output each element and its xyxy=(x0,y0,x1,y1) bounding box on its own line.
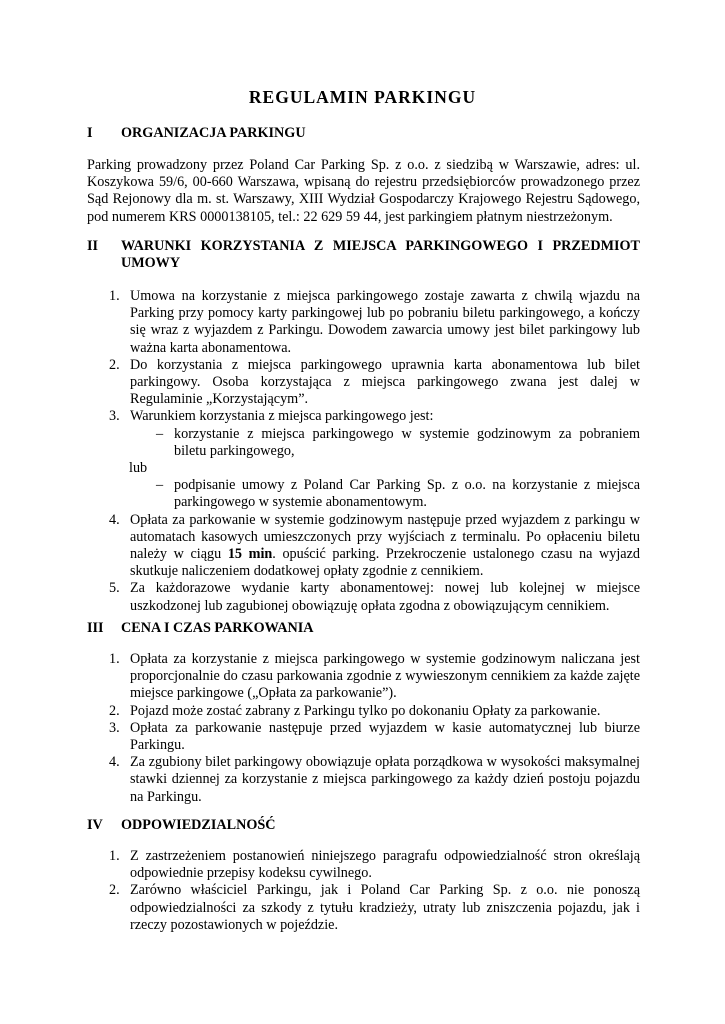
item-text: Zarówno właściciel Parkingu, jak i Poland Car Parking Sp. z o.o. nie ponoszą odpowiedzialności za szkody z tytułu kradzieży, utraty lub zniszczenia pojazdu, jak i rzeczy pozostawionych w pojeździe. xyxy=(130,882,640,933)
item-number: 3. xyxy=(109,719,120,736)
or-word: lub xyxy=(129,460,148,477)
item-number: 2. xyxy=(109,882,120,899)
section-title: WARUNKI KORZYSTANIA Z MIEJSCA PARKINGOWEGO I PRZEDMIOT UMOWY xyxy=(121,238,640,271)
sub-list-item xyxy=(130,426,640,460)
section-number: IV xyxy=(87,817,103,833)
item-number: 1. xyxy=(109,288,120,304)
item-text: Opłata za korzystanie z miejsca parkingowego w systemie godzinowym naliczana jest proporcjonalnie do czasu parkowania zgodnie z wywieszonym cennikiem za każde zajęte miejsce parkingowe („Opłata za parkowanie”). xyxy=(130,651,640,702)
sub-item-text: korzystanie z miejsca parkingowego w systemie godzinowym za pobraniem biletu parkingowego, xyxy=(174,425,640,459)
item-text: Z zastrzeżeniem postanowień niniejszego paragrafu odpowiedzialność stron określają odpowiednie przepisy kodeksu cywilnego. xyxy=(130,848,640,882)
sub-list xyxy=(130,477,640,511)
item-bold-text: 15 min xyxy=(227,546,273,563)
list-item xyxy=(87,848,640,882)
section-title: ORGANIZACJA PARKINGU xyxy=(121,125,306,141)
section-4-list xyxy=(87,848,640,934)
list-item xyxy=(87,512,640,581)
item-number: 2. xyxy=(109,356,120,373)
dash-bullet: – xyxy=(156,477,164,494)
section-title: ODPOWIEDZIALNOŚĆ xyxy=(121,817,276,833)
item-number: 1. xyxy=(109,651,120,667)
item-text: Warunkiem korzystania z miejsca parkingowego jest: xyxy=(130,408,434,425)
item-text: Umowa na korzystanie z miejsca parkingowego zostaje zawarta z chwilą wjazdu na Parking przy pomocy karty parkingowej lub po pobraniu biletu parkingowego, a kończy się wraz z wyjazdem z Parkingu. Dowodem zawarcia umowy jest bilet parkingowy lub ważna karta abonamentowa. xyxy=(130,288,640,356)
item-text: . opuścić parking. Przekroczenie ustalonego czasu na wyjazd skutkuje naliczeniem dodatkowej opłaty zgodnie z cennikiem. xyxy=(130,546,640,580)
section-heading-3 xyxy=(87,620,640,637)
section-heading-4 xyxy=(87,817,640,834)
item-text: Za zgubiony bilet parkingowy obowiązuje opłata porządkowa w wysokości maksymalnej stawki dziennej za korzystanie z miejsca parkingowego za każdy dzień postoju pojazdu na Parkingu. xyxy=(130,754,640,805)
section-heading-2 xyxy=(87,238,640,272)
sub-list-item xyxy=(130,477,640,511)
item-number: 5. xyxy=(109,580,120,597)
sub-item-text: podpisanie umowy z Poland Car Parking Sp. z o.o. na korzystanie z miejsca parkingowego w systemie abonamentowym. xyxy=(174,477,640,511)
item-text: Do korzystania z miejsca parkingowego uprawnia karta abonamentowa lub bilet parkingowy. Osoba korzystająca z miejsca parkingowego zwana jest dalej w Regulaminie „Korzystającym”. xyxy=(130,356,640,408)
section-2-list xyxy=(87,288,640,615)
list-item xyxy=(87,408,640,511)
item-text: Pojazd może zostać zabrany z Parkingu tylko po dokonaniu Opłaty za parkowanie. xyxy=(130,702,601,719)
item-text: Opłata za parkowanie następuje przed wyjazdem w kasie automatycznej lub biurze Parkingu. xyxy=(130,719,640,754)
section-heading-1 xyxy=(87,125,640,142)
section-3-list xyxy=(87,651,640,806)
section-number: I xyxy=(87,125,93,141)
list-item xyxy=(87,754,640,806)
list-item xyxy=(87,703,640,720)
list-item xyxy=(87,580,640,614)
list-item xyxy=(87,882,640,934)
item-text: Opłata za parkowanie w systemie godzinowym następuje przed wyjazdem z parkingu w automatach kasowych umieszczonych przy wyjściach z terminalu. Po opłaceniu biletu należy w ciągu xyxy=(130,511,640,563)
list-item xyxy=(87,651,640,703)
list-item xyxy=(87,288,640,357)
item-number: 1. xyxy=(109,848,120,864)
sub-list xyxy=(130,426,640,460)
item-number: 3. xyxy=(109,408,120,425)
item-number: 4. xyxy=(109,511,120,528)
section-number: II xyxy=(87,238,99,254)
document-title: REGULAMIN PARKINGU xyxy=(248,87,477,107)
list-item xyxy=(87,357,640,409)
item-number: 4. xyxy=(109,754,120,771)
list-item xyxy=(87,720,640,754)
section-1-paragraph: Parking prowadzony przez Poland Car Parking Sp. z o.o. z siedzibą w Warszawie, adres: ul. Koszykowa 59/6, 00-660 Warszawa, wpisaną do rejestru przedsiębiorców prowadzonego przez Sąd Rejonowy dla m. st. Warszawy, XIII Wydział Gospodarczy Krajowego Rejestru Sądowego, pod numerem KRS 0000138105, tel.: 22 629 59 44, jest parkingiem płatnym niestrzeżonym. xyxy=(87,157,640,225)
item-number: 2. xyxy=(109,702,120,719)
section-title: CENA I CZAS PARKOWANIA xyxy=(121,620,314,636)
dash-bullet: – xyxy=(156,425,164,442)
section-number: III xyxy=(87,620,104,636)
item-text: Za każdorazowe wydanie karty abonamentowej: nowej lub kolejnej w miejsce uszkodzonej lub zagubionej obowiązuję opłata zgodna z obowiązującym cennikiem. xyxy=(130,580,640,614)
